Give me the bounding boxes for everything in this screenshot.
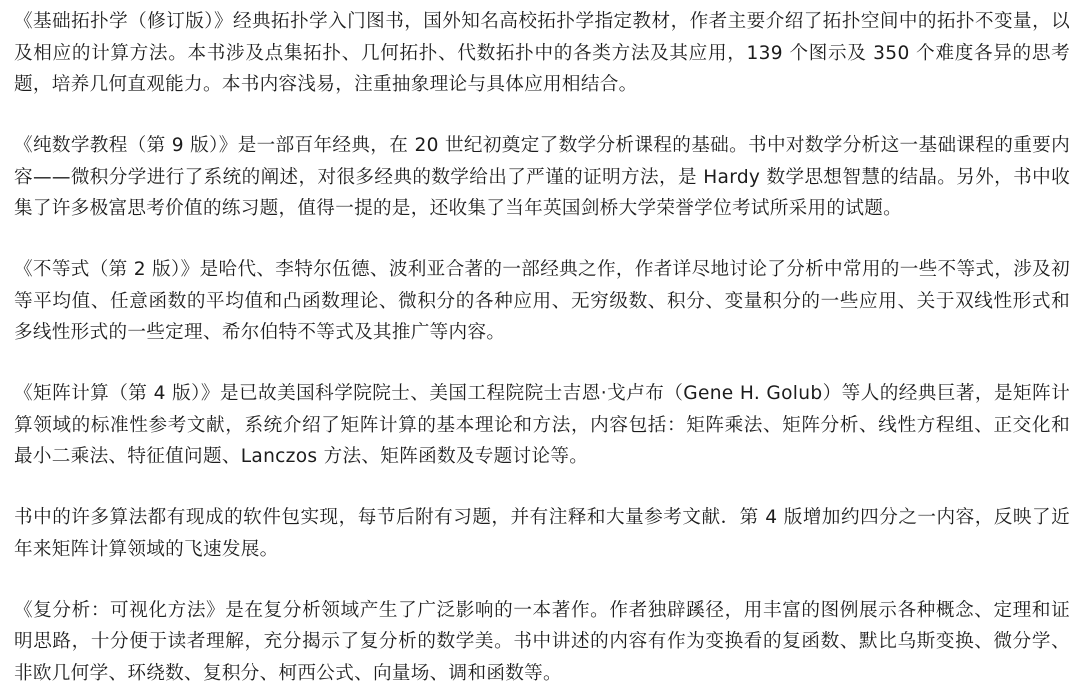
paragraph-matrix-algorithms: 书中的许多算法都有现成的软件包实现，每节后附有习题，并有注释和大量参考文献．第 4 版增加约四分之一内容，反映了近年来矩阵计算领域的飞速发展。 [14, 502, 1070, 565]
paragraph-visual-complex-analysis: 《复分析：可视化方法》是在复分析领域产生了广泛影响的一本著作。作者独辟蹊径，用丰富的图例展示各种概念、定理和证明思路，十分便于读者理解，充分揭示了复分析的数学美。书中讲述的内容有作为变换看的复函数、默比乌斯变换、微分学、非欧几何学、环绕数、复积分、柯西公式、向量场、调和函数等。 [14, 595, 1070, 689]
paragraph-matrix-computations: 《矩阵计算（第 4 版）》是已故美国科学院院士、美国工程院院士吉恩·戈卢布（Gene H. Golub）等人的经典巨著，是矩阵计算领域的标准性参考文献，系统介绍了矩阵计算的基本理论和方法，内容包括：矩阵乘法、矩阵分析、线性方程组、正交化和最小二乘法、特征值问题、Lanczos 方法、矩阵函数及专题讨论等。 [14, 378, 1070, 473]
paragraph-pure-mathematics: 《纯数学教程（第 9 版）》是一部百年经典，在 20 世纪初奠定了数学分析课程的基础。书中对数学分析这一基础课程的重要内容——微积分学进行了系统的阐述，对很多经典的数学给出了严谨的证明方法，是 Hardy 数学思想智慧的结晶。另外，书中收集了许多极富思考价值的练习题，值得一提的是，还收集了当年英国剑桥大学荣誉学位考试所采用的试题。 [14, 130, 1070, 225]
paragraph-inequalities: 《不等式（第 2 版）》是哈代、李特尔伍德、波利亚合著的一部经典之作，作者详尽地讨论了分析中常用的一些不等式，涉及初等平均值、任意函数的平均值和凸函数理论、微积分的各种应用、无穷级数、积分、变量积分的一些应用、关于双线性形式和多线性形式的一些定理、希尔伯特不等式及其推广等内容。 [14, 254, 1070, 349]
paragraph-basic-topology: 《基础拓扑学（修订版）》经典拓扑学入门图书，国外知名高校拓扑学指定教材，作者主要介绍了拓扑空间中的拓扑不变量，以及相应的计算方法。本书涉及点集拓扑、几何拓扑、代数拓扑中的各类方法及其应用，139 个图示及 350 个难度各异的思考题，培养几何直观能力。本书内容浅易，注重抽象理论与具体应用相结合。 [14, 6, 1070, 101]
